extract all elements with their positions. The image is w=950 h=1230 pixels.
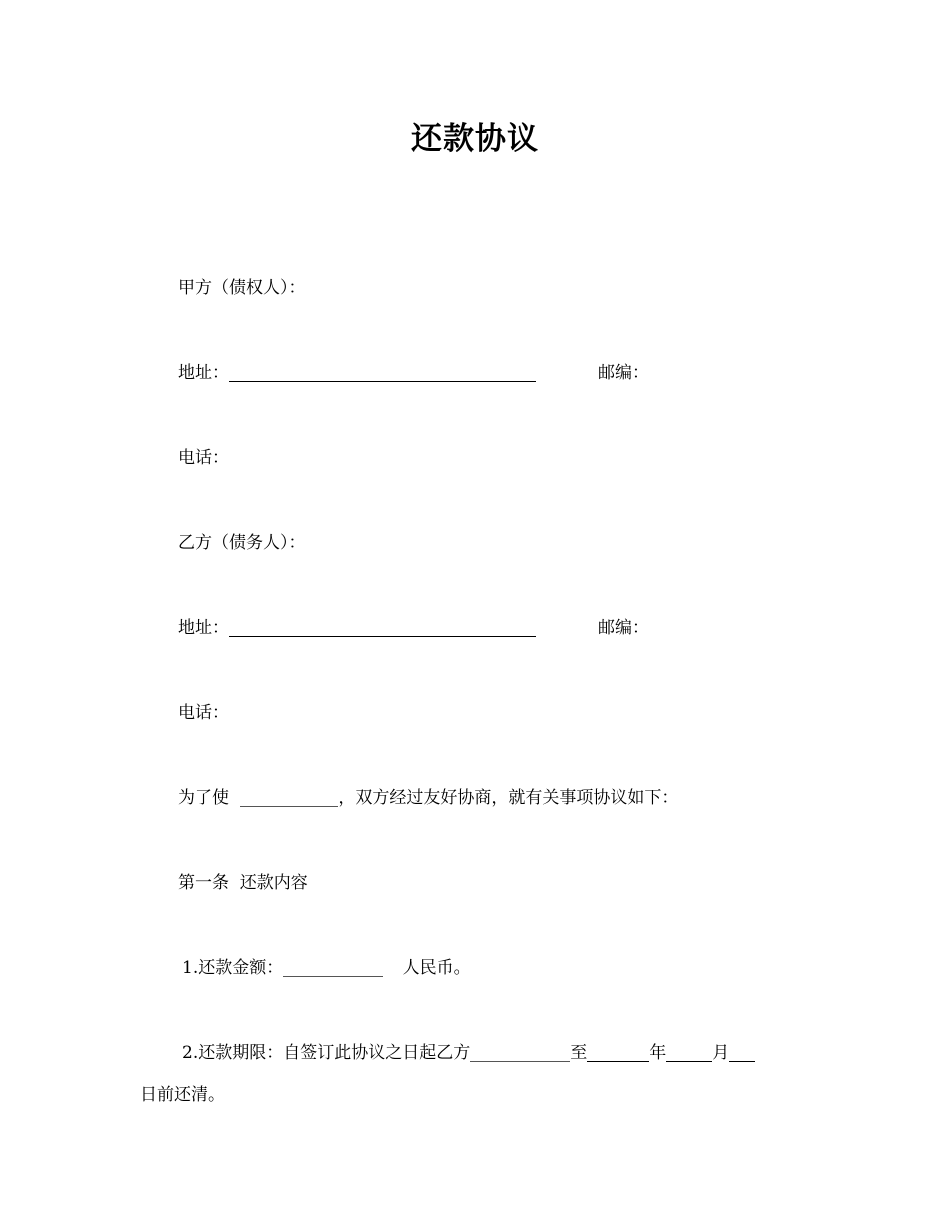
document-title: 还款协议 <box>411 121 539 157</box>
party-a-phone-label: 电话： <box>178 448 229 468</box>
preamble-end: ，双方经过友好协商，就有关事项协议如下： <box>338 788 679 808</box>
article1-item2 <box>182 1041 755 1065</box>
article1-heading: 第一条 还款内容 <box>178 873 308 893</box>
repayment-term-label: 2.还款期限：自签订此协议之日起乙方 <box>182 1043 471 1063</box>
repayment-amount-blank[interactable] <box>283 958 383 977</box>
party-a-address-row <box>178 361 878 385</box>
preamble <box>178 786 678 810</box>
repayment-party-blank[interactable] <box>470 1043 570 1062</box>
party-b-address-blank[interactable] <box>229 618 536 637</box>
purpose-blank[interactable] <box>240 788 338 807</box>
party-a-address-label: 地址： <box>178 363 229 383</box>
party-a-address-blank[interactable] <box>229 363 536 382</box>
year-blank[interactable] <box>587 1043 649 1062</box>
month-label: 月 <box>712 1043 730 1063</box>
repayment-amount-label: 1.还款金额： <box>182 958 284 978</box>
party-a-postcode-label: 邮编： <box>598 363 649 383</box>
day-blank[interactable] <box>729 1043 755 1062</box>
preamble-start: 为了使 <box>178 788 229 808</box>
month-blank[interactable] <box>666 1043 712 1062</box>
party-b-phone-label: 电话： <box>178 703 229 723</box>
party-b-heading: 乙方（债务人）： <box>178 533 306 553</box>
currency-suffix: 人民币。 <box>402 958 471 978</box>
party-b-postcode-label: 邮编： <box>598 618 649 638</box>
party-a-heading: 甲方（债权人）： <box>178 278 306 298</box>
article1-item2-continuation: 日前还清。 <box>140 1085 225 1105</box>
party-b-address-row <box>178 616 878 640</box>
term-to-label: 至 <box>570 1043 588 1063</box>
party-b-address-label: 地址： <box>178 618 229 638</box>
article1-item1 <box>182 956 471 980</box>
year-label: 年 <box>649 1043 667 1063</box>
